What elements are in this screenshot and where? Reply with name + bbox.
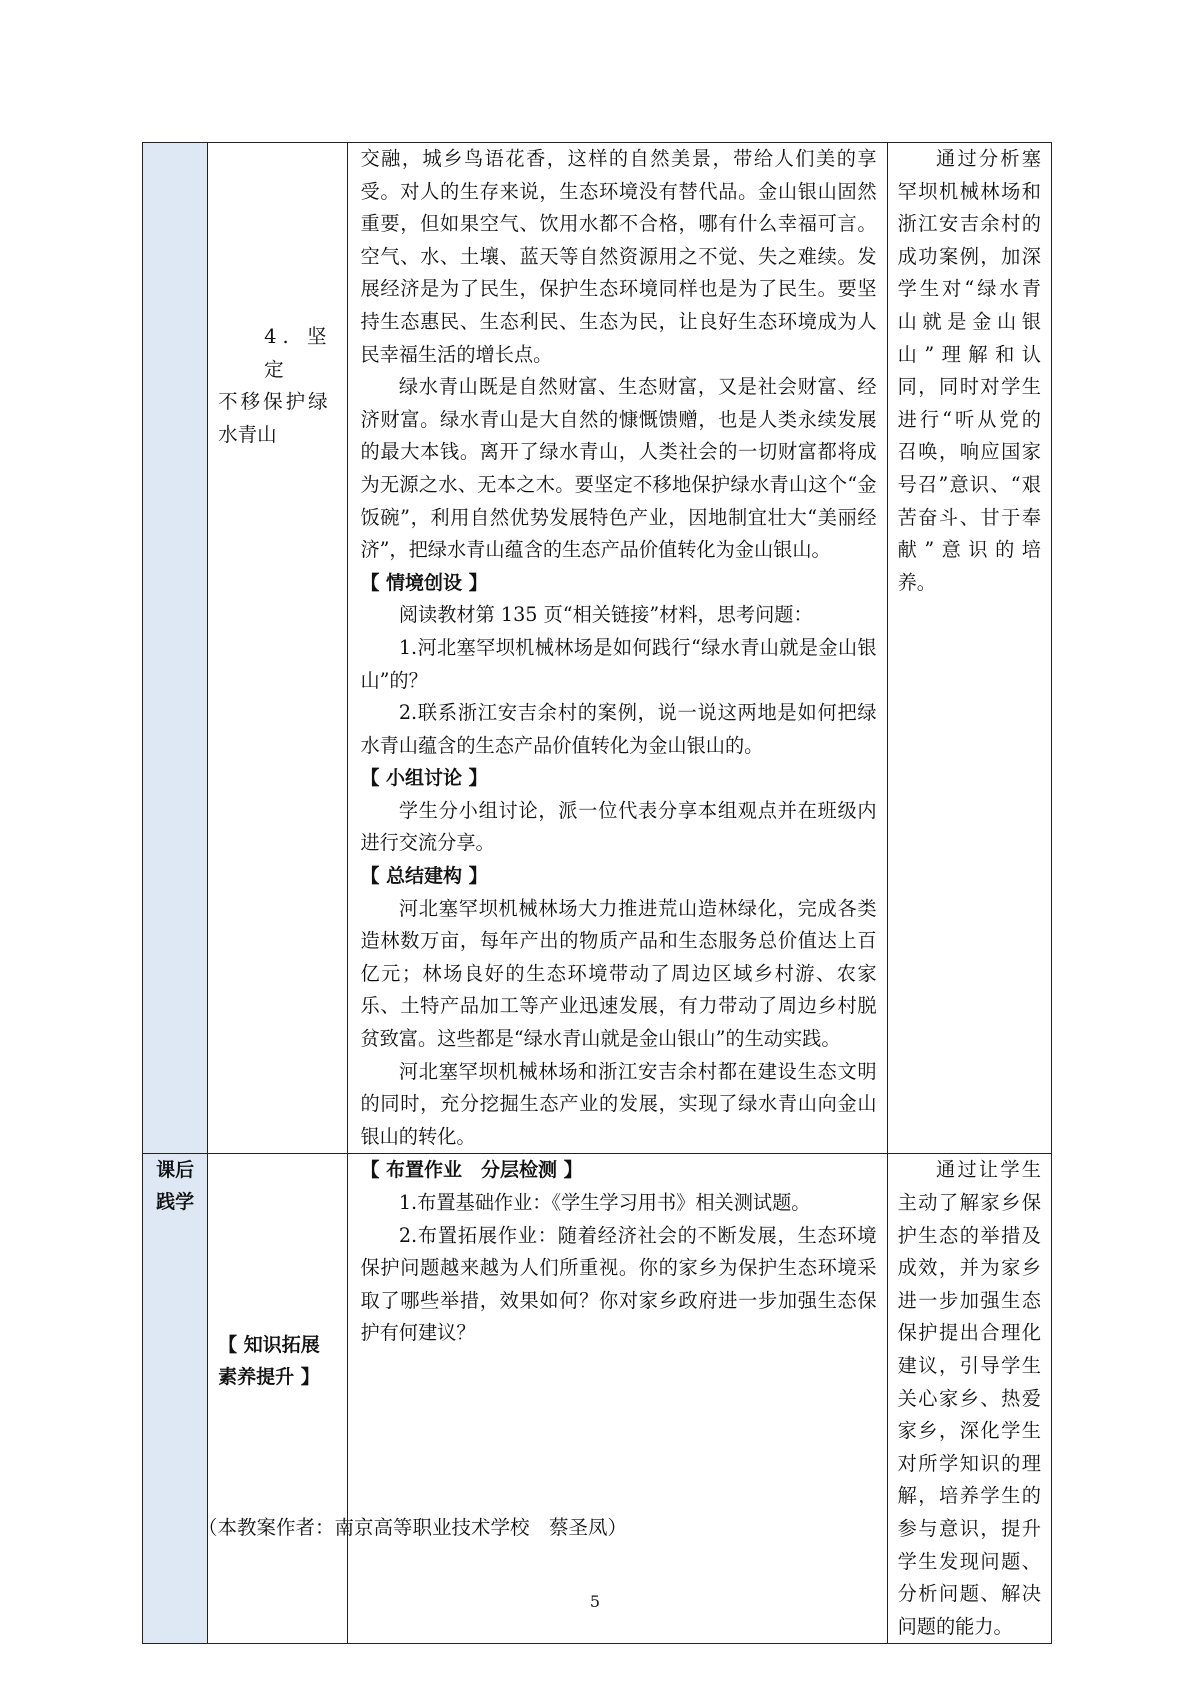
content-paragraph: 2.布置拓展作业：随着经济社会的不断发展，生态环境保护问题越来越为人们所重视。你的家乡为保护生态环境采取了哪些举措，效果如何？你对家乡政府进一步加强生态保护有何建议？ [360, 1223, 877, 1345]
topic-cell [208, 143, 348, 1154]
topic-heading [208, 1154, 347, 1393]
stage-label-line: 课后 [156, 1159, 195, 1182]
content-paragraph: 阅读教材第 135 页“相关链接”材料，思考问题： [398, 603, 813, 627]
purpose-text: 通过让学生主动了解家乡保护生态的举措及成效，并为家乡进一步加强生态保护提出合理化建议，引导学生关心家乡、热爱家乡，深化学生对所学知识的理解，培养学生的参与意识，提升学生发现问题、分析问题、解决问题的能力。 [897, 1158, 1041, 1638]
topic-heading [208, 143, 347, 451]
topic-line: 素养提升 】 [218, 1366, 320, 1389]
content-paragraph: 河北塞罕坝机械林场和浙江安吉余村都在建设生态文明的同时，充分挖掘生态产业的发展，实现了绿水青山向金山银山的转化。 [360, 1059, 877, 1148]
table-row [143, 1154, 1052, 1644]
section-heading-homework: 【 布置作业 分层检测 】 [360, 1159, 583, 1182]
stage-label [156, 1154, 194, 1218]
stage-cell [143, 143, 208, 1154]
section-heading-summary: 【 总结建构 】 [360, 865, 488, 888]
purpose-text: 通过分析塞罕坝机械林场和浙江安吉余村的成功案例，加深学生对“绿水青山就是金山银山”理解和认同，同时对学生进行“听从党的召唤，响应国家号召”意识、“艰苦奋斗、甘于奉献”意识的培养。 [897, 147, 1041, 594]
topic-line: 水青山 [218, 422, 277, 446]
content-paragraph: 1.布置基础作业：《学生学习用书》相关测试题。 [398, 1191, 811, 1214]
content-cell [348, 1154, 887, 1644]
content-paragraph: 1.河北塞罕坝机械林场是如何践行“绿水青山就是金山银山”的？ [360, 635, 877, 692]
page-number: 5 [589, 1592, 601, 1611]
content-paragraph: 交融，城乡鸟语花香，这样的自然美景，带给人们美的享受。对人的生存来说，生态环境没有替代品。金山银山固然重要，但如果空气、饮用水都不合格，哪有什么幸福可言。空气、水、土壤、蓝天等自然资源用之不觉、失之难续。发展经济是为了民生，保护生态环境同样也是为了民生。要坚持生态惠民、生态利民、生态为民，让良好生态环境成为人民幸福生活的增长点。 [360, 147, 877, 366]
purpose-cell [887, 143, 1051, 1154]
content-paragraph: 绿水青山既是自然财富、生态财富，又是社会财富、经济财富。绿水青山是大自然的慷慨馈赠，也是人类永续发展的最大本钱。离开了绿水青山，人类社会的一切财富都将成为无源之水、无本之木。要坚定不移地保护绿水青山这个“金饭碗”，利用自然优势发展特色产业，因地制宜壮大“美丽经济”，把绿水青山蕴含的生态产品价值转化为金山银山。 [360, 375, 877, 562]
section-heading-scenario: 【 情境创设 】 [360, 571, 488, 594]
purpose-cell [887, 1154, 1051, 1644]
topic-line: 4. 坚 定 [264, 325, 333, 381]
lesson-plan-table [142, 142, 1052, 1644]
table-row [143, 143, 1052, 1154]
content-paragraph: 河北塞罕坝机械林场大力推进荒山造林绿化，完成各类造林数万亩，每年产出的物质产品和生态服务总价值达上百亿元；林场良好的生态环境带动了周边区域乡村游、农家乐、土特产品加工等产业迅速发展，有力带动了周边乡村脱贫致富。这些都是“绿水青山就是金山银山”的生动实践。 [360, 896, 877, 1051]
content-paragraph: 2.联系浙江安吉余村的案例，说一说这两地是如何把绿水青山蕴含的生态产品价值转化为金山银山的。 [360, 701, 877, 757]
stage-cell [143, 1154, 208, 1644]
author-note: （本教案作者：南京高等职业技术学校 蔡圣凤） [198, 1516, 628, 1539]
content-paragraph: 学生分小组讨论，派一位代表分享本组观点并在班级内进行交流分享。 [360, 798, 877, 855]
topic-cell [208, 1154, 348, 1644]
content-cell [348, 143, 887, 1154]
topic-line: 不移保护绿 [218, 390, 331, 414]
topic-line: 【 知识拓展 [218, 1334, 320, 1357]
section-heading-discussion: 【 小组讨论 】 [360, 767, 488, 790]
stage-label-line: 践学 [156, 1191, 195, 1214]
